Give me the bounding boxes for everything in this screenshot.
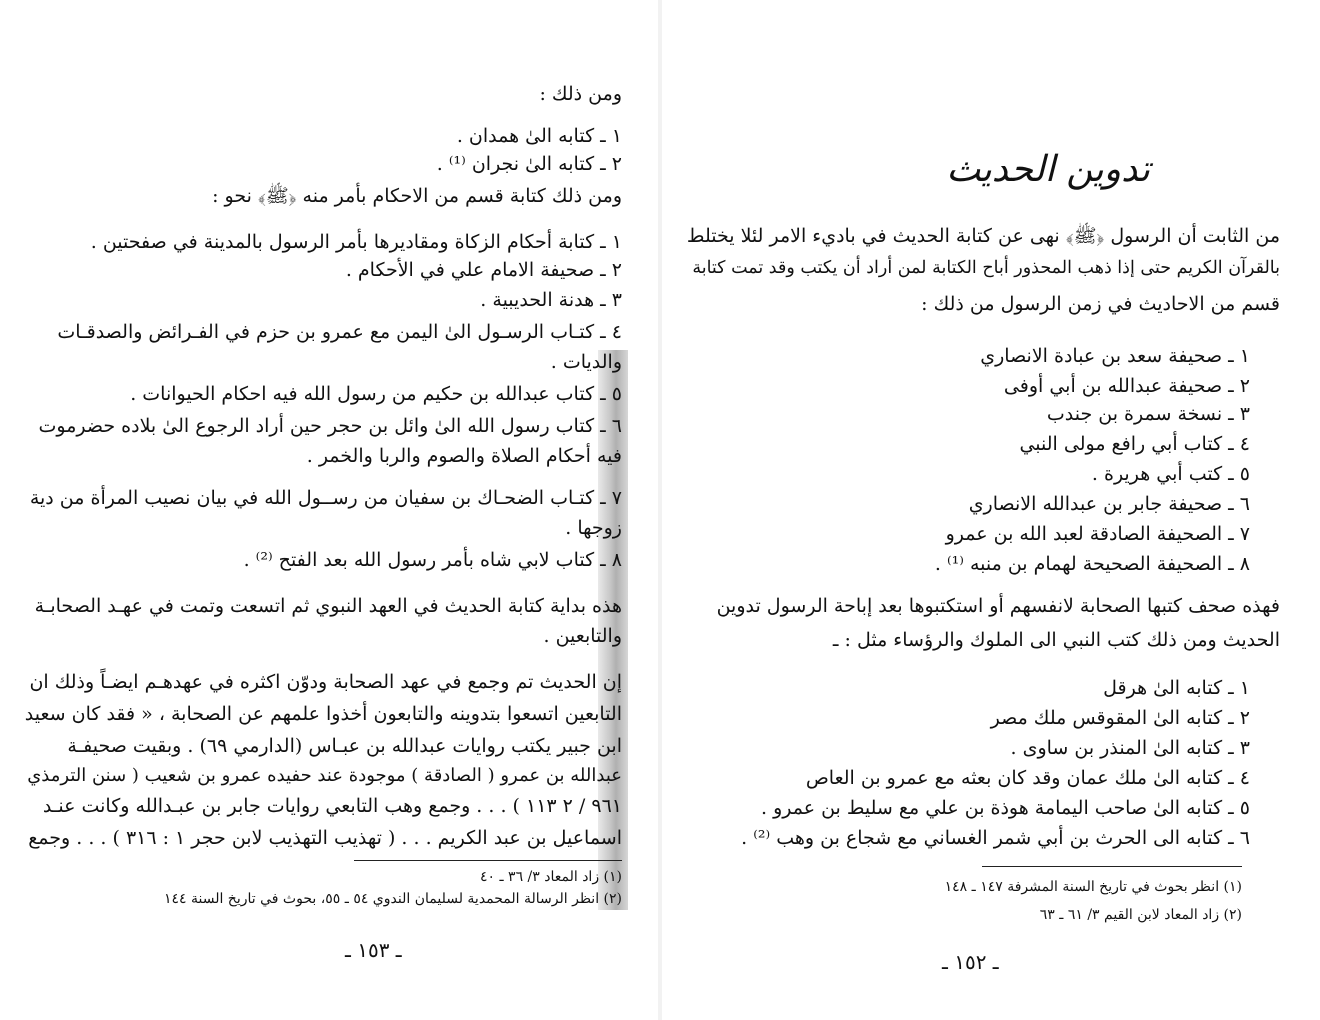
page-152 [660,0,1320,1020]
list-item: ١ ـ كتابه الىٰ همدان . [456,125,622,147]
text-line: ٩٦١ / ٢ ١١٣ ) . . . وجمع وهب التابعي روايات جابر بن عبـدالله وكانت عنـد [42,795,622,817]
list-item: ٦ ـ كتابه الى الحرث بن أبي شمر الغساني مع شجاع بن وهب ⁽²⁾ . [741,827,1250,849]
text-line: فهذه صحف كتبها الصحابة لانفسهم أو استكتبوها بعد إباحة الرسول تدوين [716,595,1280,617]
text-line: من الثابت أن الرسول ﴿ﷺ﴾ نهى عن كتابة الحديث في باديء الامر لئلا يختلط [686,225,1280,247]
footnote: (١) زاد المعاد ٣/ ٣٦ ـ ٤٠ [479,869,622,885]
list-item: ٣ ـ هدنة الحديبية . [480,289,622,311]
list-item: ٥ ـ كتب أبي هريرة . [1091,463,1250,485]
list-item: ٣ ـ نسخة سمرة بن جندب [1046,403,1250,425]
text-line: ومن ذلك كتابة قسم من الاحكام بأمر منه ﴿ﷺ﴾ نحو : [212,185,622,207]
text-line: ابن جبير يكتب روايات عبدالله بن عبـاس (الدارمي ٦٩) . وبقيت صحيفـة [67,735,622,757]
text-line: هذه بداية كتابة الحديث في العهد النبوي ثم اتسعت وتمت في عهـد الصحابـة [34,595,622,617]
list-item: ١ ـ كتابه الىٰ هرقل [1103,677,1250,699]
list-item: ٤ ـ كتاب أبي رافع مولى النبي [1019,433,1250,455]
list-item: ٤ ـ كتابه الىٰ ملك عمان وقد كان بعثه مع عمرو بن العاص [805,767,1250,789]
footnote: (٢) انظر الرسالة المحمدية لسليمان الندوي ٥٤ ـ ٥٥، بحوث في تاريخ السنة ١٤٤ [163,891,622,907]
footnote: (٢) زاد المعاد لابن القيم ٣/ ٦١ ـ ٦٣ [1039,907,1242,923]
list-item: ٣ ـ كتابه الىٰ المنذر بن ساوى . [1010,737,1250,759]
text-line: إن الحديث تم وجمع في عهد الصحابة ودوّن اكثره في عهدهـم ايضـاً وذلك ان [29,671,622,693]
list-item: ٨ ـ الصحيفة الصحيحة لهمام بن منبه ⁽¹⁾ . [934,553,1250,575]
footnote-rule [982,866,1242,867]
list-item: ٧ ـ كتـاب الضحـاك بن سفيان من رســول الله في بيان نصيب المرأة من دية [29,487,622,509]
text-line: اسماعيل بن عبد الكريم . . . ( تهذيب التهذيب لابن حجر ١ : ٣١٦ ) . . . وجمع [28,827,622,849]
list-item: ٦ ـ صحيفة جابر بن عبدالله الانصاري [968,493,1250,515]
list-item: ٥ ـ كتاب عبدالله بن حكيم من رسول الله فيه احكام الحيوانات . [130,383,622,405]
list-item: ٥ ـ كتابه الىٰ صاحب اليمامة هوذة بن علي مع سليط بن عمرو . [760,797,1250,819]
list-item: ١ ـ كتابة أحكام الزكاة ومقاديرها بأمر الرسول بالمدينة في صفحتين . [90,231,622,253]
footnote-rule [354,860,622,861]
text-line: والتابعين . [543,625,622,647]
text-line: زوجها . [565,517,622,539]
list-item: ٨ ـ كتاب لابي شاه بأمر رسول الله بعد الفتح ⁽²⁾ . [243,549,622,571]
text-line: عبدالله بن عمرو ( الصادقة ) موجودة عند حفيده عمرو بن شعيب ( سنن الترمذي [27,765,622,786]
list-item: ٢ ـ صحيفة عبدالله بن أبي أوفى [1003,375,1250,397]
list-item: ٦ ـ كتاب رسول الله الىٰ وائل بن حجر حين أراد الرجوع الىٰ بلاده حضرموت [38,415,622,437]
text-line: فيه أحكام الصلاة والصوم والربا والخمر . [306,445,622,467]
list-item: ٤ ـ كتـاب الرسـول الىٰ اليمن مع عمرو بن حزم في الفـرائض والصدقـات [57,321,622,343]
page-number: ـ ١٥٢ ـ [942,950,999,974]
text-line: بالقرآن الكريم حتى إذا ذهب المحذور أباح الكتابة لمن أراد أن يكتب وقد تمت كتابة [692,258,1280,278]
text-line: التابعين اتسعوا بتدوينه والتابعون أخذوا علمهم عن الصحابة ، « فقد كان سعيد [24,703,622,725]
text-line: قسم من الاحاديث في زمن الرسول من ذلك : [921,293,1280,315]
text-line: الحديث ومن ذلك كتب النبي الى الملوك والرؤساء مثل : ـ [832,629,1280,651]
list-item: ٢ ـ كتابه الىٰ نجران ⁽¹⁾ . [436,153,622,175]
text-line: ومن ذلك : [539,83,622,105]
chapter-title: تدوين الحديث [946,149,1150,190]
page-number: ـ ١٥٣ ـ [345,938,402,962]
list-item: ٢ ـ كتابه الىٰ المقوقس ملك مصر [990,707,1250,729]
list-item: ١ ـ صحيفة سعد بن عبادة الانصاري [980,345,1250,367]
list-item: ٢ ـ صحيفة الامام علي في الأحكام . [345,259,622,281]
footnote: (١) انظر بحوث في تاريخ السنة المشرفة ١٤٧ ـ ١٤٨ [944,879,1242,895]
text-line: والديات . [550,351,622,373]
list-item: ٧ ـ الصحيفة الصادقة لعبد الله بن عمرو [945,523,1250,545]
